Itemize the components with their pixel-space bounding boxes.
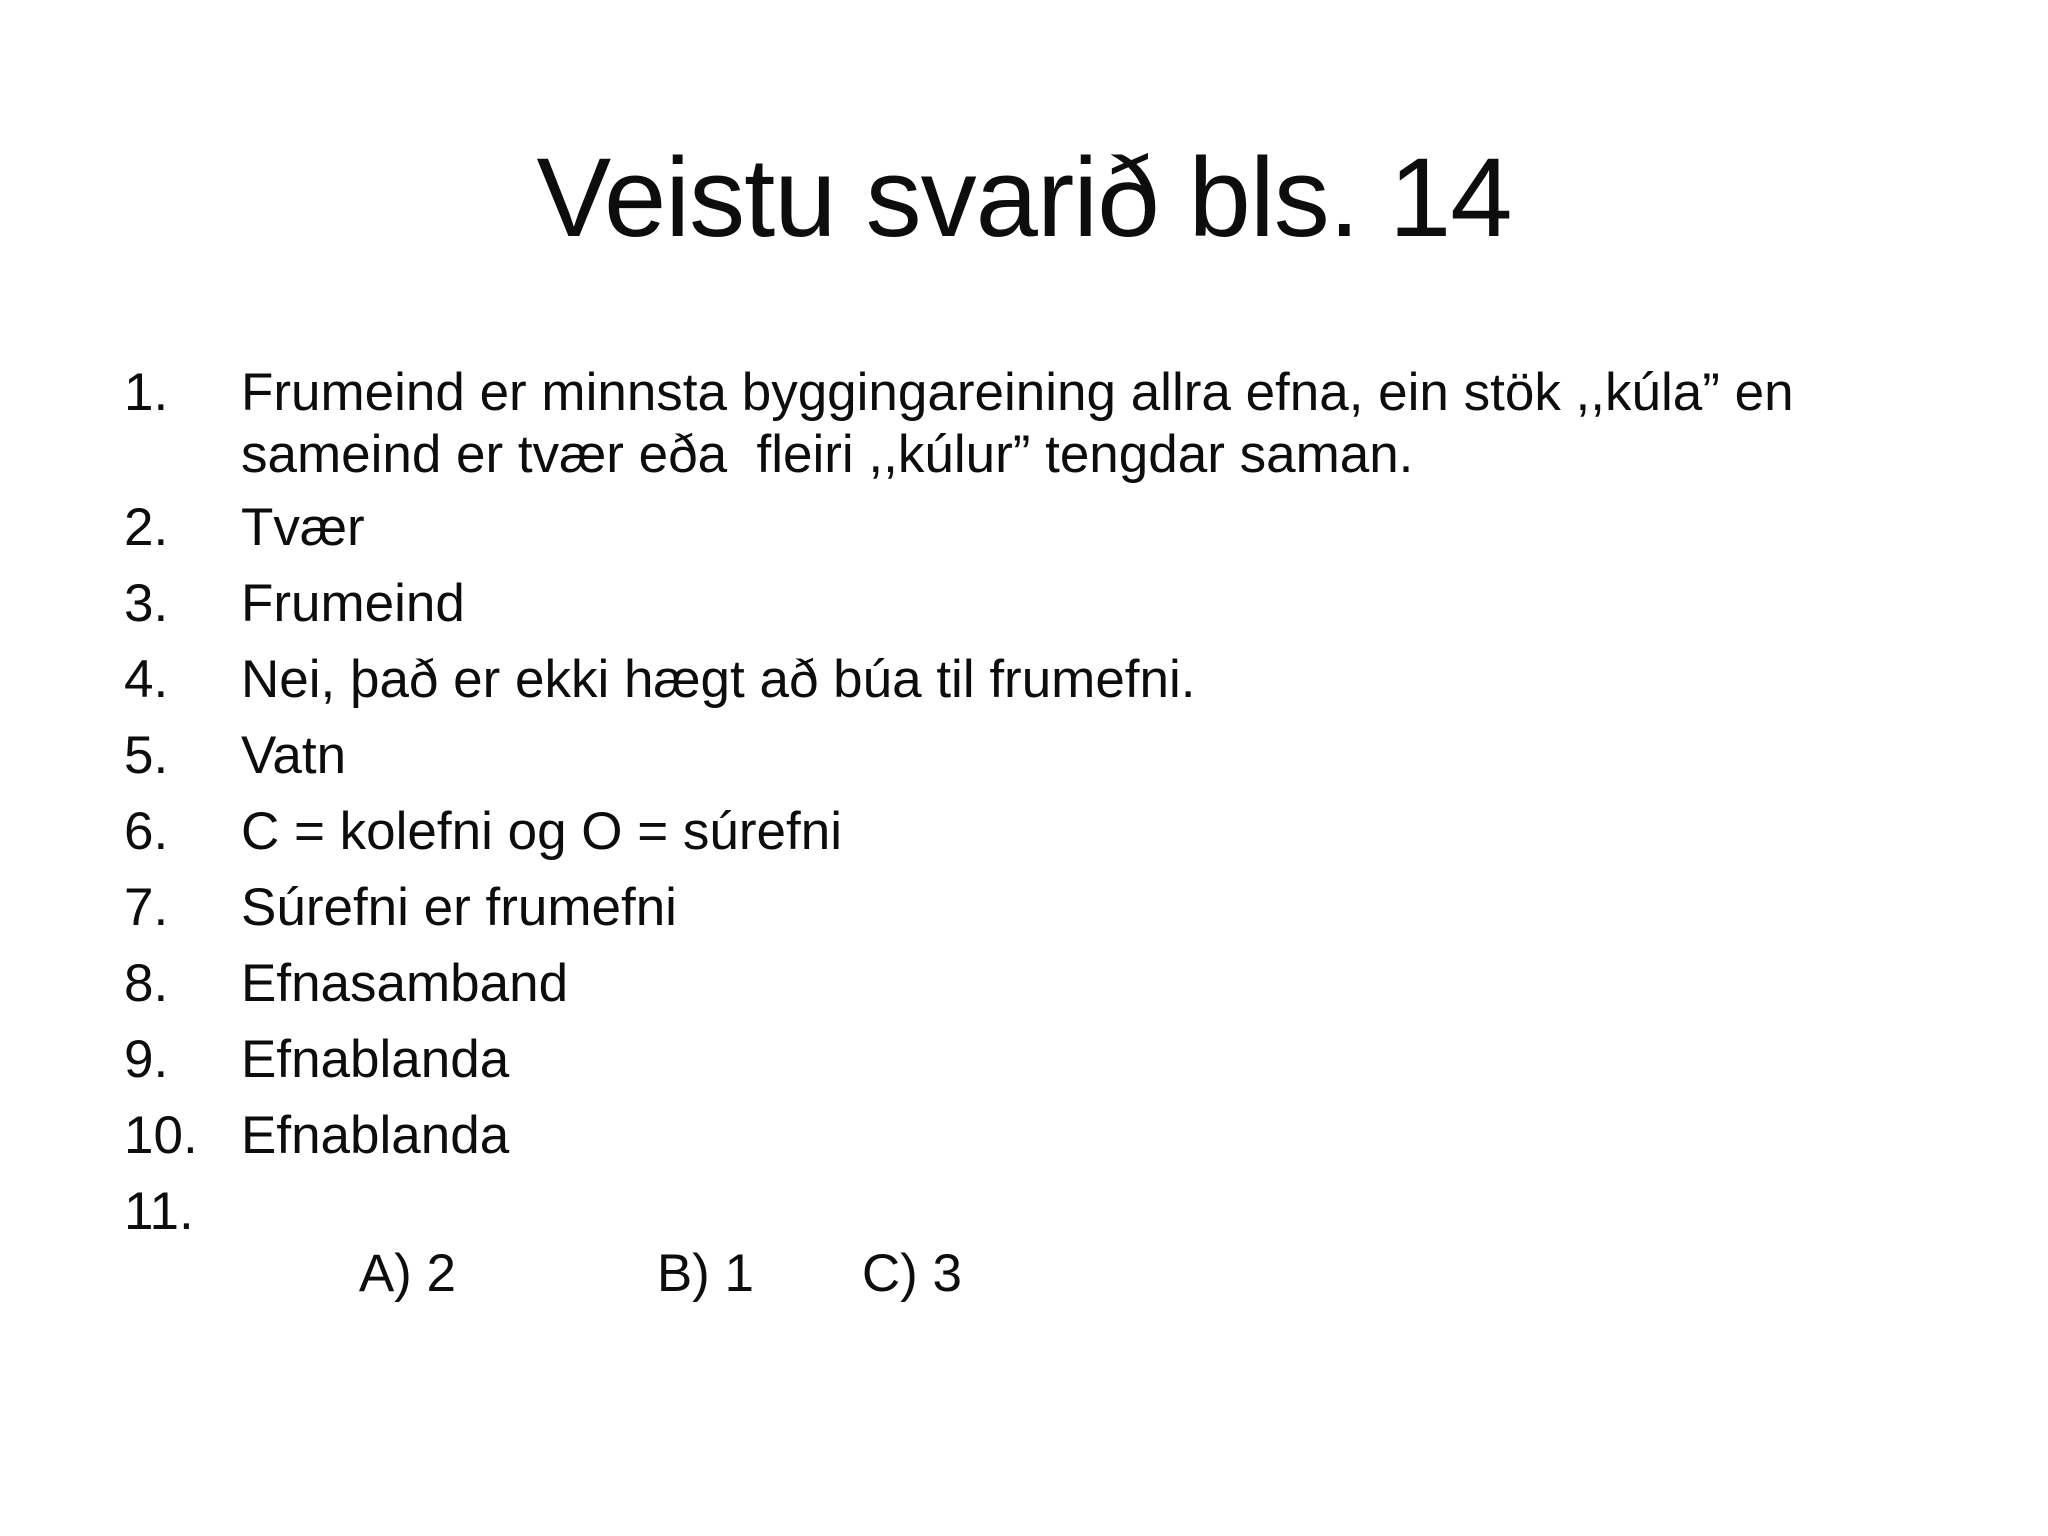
item-text: Frumeind — [241, 574, 465, 633]
item-number: 4. — [124, 650, 169, 709]
item-choices — [241, 1181, 1984, 1367]
item-number: 9. — [124, 1030, 169, 1089]
item-number: 8. — [124, 954, 169, 1013]
item-text: Frumeind er minnsta byggingareining allra efna, ein stök ,,kúla” en sameind er tvær eða fleiri ,,kúlur” tengdar saman. — [241, 363, 1809, 484]
list-item — [124, 725, 1984, 787]
item-number: 5. — [124, 726, 169, 785]
list-item — [124, 1181, 1984, 1367]
list-item — [124, 362, 1984, 486]
item-text: Vatn — [241, 726, 347, 785]
choice-c: C) 3 — [861, 1244, 962, 1303]
choice-a: A) 2 — [358, 1244, 457, 1303]
item-text: Efnablanda — [241, 1106, 510, 1165]
list-item — [124, 801, 1984, 863]
list-item — [124, 649, 1984, 711]
item-number: 2. — [124, 498, 169, 557]
item-text: Nei, það er ekki hægt að búa til frumefni. — [241, 650, 1196, 709]
choice-b: B) 1 — [656, 1244, 755, 1303]
item-number: 6. — [124, 802, 169, 861]
list-item — [124, 1029, 1984, 1091]
item-text: Efnasamband — [241, 954, 569, 1013]
item-number: 3. — [124, 574, 169, 633]
list-item — [124, 573, 1984, 635]
list-item — [124, 497, 1984, 559]
list-item — [124, 953, 1984, 1015]
item-number: 1. — [124, 363, 169, 422]
item-text: Súrefni er frumefni — [241, 878, 677, 937]
item-text: C = kolefni og O = súrefni — [241, 802, 842, 861]
answer-list — [124, 362, 1984, 1381]
item-number: 11. — [124, 1182, 194, 1241]
item-text: Efnablanda — [241, 1030, 510, 1089]
slide-title: Veistu svarið bls. 14 — [536, 135, 1512, 260]
item-number: 7. — [124, 878, 169, 937]
item-text: Tvær — [241, 498, 365, 557]
list-item — [124, 1105, 1984, 1167]
item-number: 10. — [124, 1106, 198, 1165]
list-item — [124, 877, 1984, 939]
